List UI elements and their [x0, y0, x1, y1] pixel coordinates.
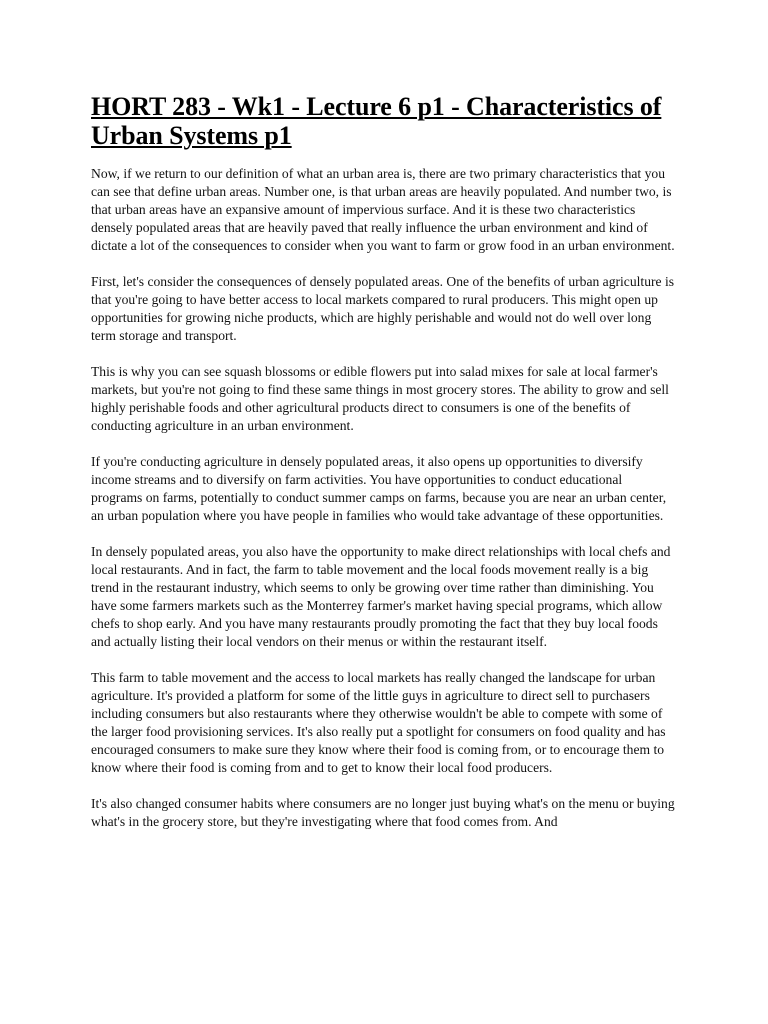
document-title: HORT 283 - Wk1 - Lecture 6 p1 - Characteristics of Urban Systems p1 — [91, 92, 662, 150]
paragraph: This farm to table movement and the access to local markets has really changed the landscape for urban agriculture. It's provided a platform for some of the little guys in agriculture to direct sell to purchasers including consumers but also restaurants where they otherwise wouldn't be able to compete with some of the larger food provisioning services. It's also really put a spotlight for consumers on food quality and has encouraged consumers to make sure they know where their food is coming from, or to encourage them to know where their food is coming from and to get to know their local food producers. — [91, 670, 666, 775]
paragraph: In densely populated areas, you also have the opportunity to make direct relationships with local chefs and local restaurants. And in fact, the farm to table movement and the local foods movement really is a big trend in the restaurant industry, which seems to only be growing over time rather than diminishing. You have some farmers markets such as the Monterrey farmer's market having special programs, which allow chefs to shop early. And you have many restaurants proudly promoting the fact that they buy local foods and actually listing their local vendors on their menus or within the restaurant itself. — [91, 544, 671, 649]
paragraph: If you're conducting agriculture in densely populated areas, it also opens up opportunities to diversify income streams and to diversify on farm activities. You have opportunities to conduct educational programs on farms, potentially to conduct summer camps on farms, because you are near an urban center, an urban population where you have people in families who would take advantage of these opportunities. — [91, 454, 667, 523]
paragraph: It's also changed consumer habits where consumers are no longer just buying what's on the menu or buying what's in the grocery store, but they're investigating where that food comes from. And — [91, 796, 675, 829]
paragraph: First, let's consider the consequences of densely populated areas. One of the benefits of urban agriculture is that you're going to have better access to local markets compared to rural producers. This might open up opportunities for growing niche products, which are highly perishable and would not do well over long term storage and transport. — [91, 274, 675, 343]
paragraph: Now, if we return to our definition of what an urban area is, there are two primary characteristics that you can see that define urban areas. Number one, is that urban areas are heavily populated. And number two, is that urban areas have an expansive amount of impervious surface. And it is these two characteristics densely populated areas that are heavily paved that really influence the urban environment and kind of dictate a lot of the consequences to consider when you want to farm or grow food in an urban environment. — [91, 166, 675, 253]
paragraph: This is why you can see squash blossoms or edible flowers put into salad mixes for sale at local farmer's markets, but you're not going to find these same things in most grocery stores. The ability to grow and sell highly perishable foods and other agricultural products direct to consumers is one of the benefits of conducting agriculture in an urban environment. — [91, 364, 669, 433]
